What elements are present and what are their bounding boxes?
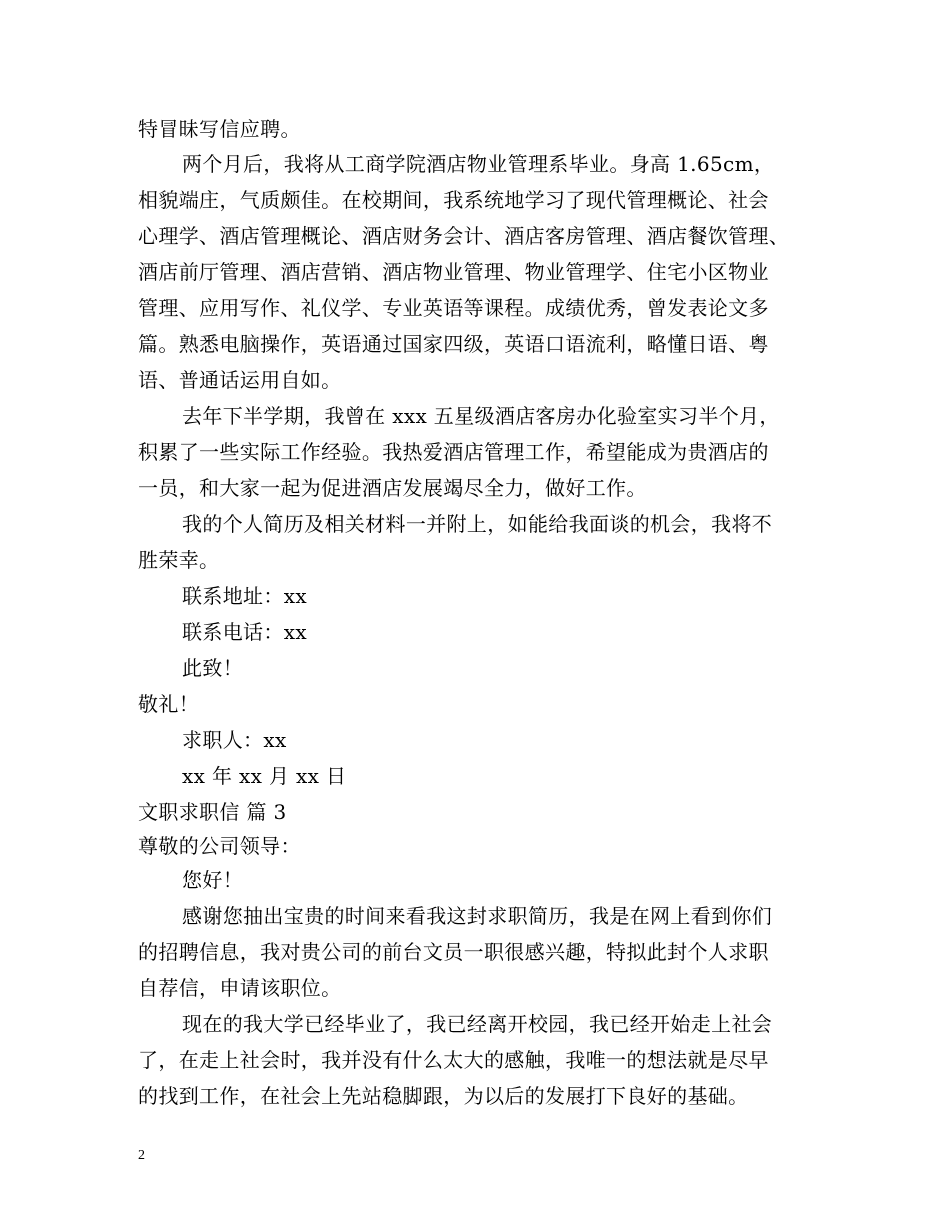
text-line: 去年下半学期，我曾在 xxx 五星级酒店客房办化验室实习半个月，	[182, 404, 780, 428]
text-line: 我的个人简历及相关材料一并附上，如能给我面谈的机会，我将不	[182, 512, 773, 536]
text-line: 的找到工作，在社会上先站稳脚跟，为以后的发展打下良好的基础。	[138, 1084, 749, 1108]
text-line: xx 年 xx 月 xx 日	[182, 764, 347, 788]
text-line: 感谢您抽出宝贵的时间来看我这封求职简历，我是在网上看到你们	[182, 904, 773, 928]
page-number: 2	[138, 1148, 145, 1163]
text-line: 胜荣幸。	[138, 548, 220, 572]
text-line: 心理学、酒店管理概论、酒店财务会计、酒店客房管理、酒店餐饮管理、	[138, 224, 790, 248]
text-line: 的招聘信息，我对贵公司的前台文员一职很感兴趣，特拟此封个人求职	[138, 940, 769, 964]
text-line: 现在的我大学已经毕业了，我已经离开校园，我已经开始走上社会	[182, 1012, 773, 1036]
text-line: 您好！	[182, 868, 244, 892]
section-heading: 文职求职信 篇 3	[138, 800, 287, 824]
text-line: 积累了一些实际工作经验。我热爱酒店管理工作，希望能成为贵酒店的	[138, 440, 769, 464]
text-line: 两个月后，我将从工商学院酒店物业管理系毕业。身高 1.65cm，	[182, 152, 775, 176]
text-line: 联系电话：xx	[182, 620, 308, 644]
text-line: 求职人：xx	[182, 728, 287, 752]
text-line: 相貌端庄，气质颇佳。在校期间，我系统地学习了现代管理概论、社会	[138, 188, 769, 212]
text-line: 管理、应用写作、礼仪学、专业英语等课程。成绩优秀，曾发表论文多	[138, 296, 769, 320]
text-line: 一员，和大家一起为促进酒店发展竭尽全力，做好工作。	[138, 476, 647, 500]
text-line: 此致！	[182, 656, 244, 680]
text-line: 语、普通话运用自如。	[138, 368, 342, 392]
text-line: 篇。熟悉电脑操作，英语通过国家四级，英语口语流利，略懂日语、粤	[138, 332, 769, 356]
text-line: 自荐信，申请该职位。	[138, 976, 342, 1000]
text-line: 联系地址：xx	[182, 584, 308, 608]
text-line: 了，在走上社会时，我并没有什么太大的感触，我唯一的想法就是尽早	[138, 1048, 769, 1072]
text-line: 尊敬的公司领导：	[138, 834, 301, 858]
text-line: 敬礼！	[138, 692, 200, 716]
text-line: 特冒昧写信应聘。	[138, 117, 301, 141]
text-line: 酒店前厅管理、酒店营销、酒店物业管理、物业管理学、住宅小区物业	[138, 260, 769, 284]
